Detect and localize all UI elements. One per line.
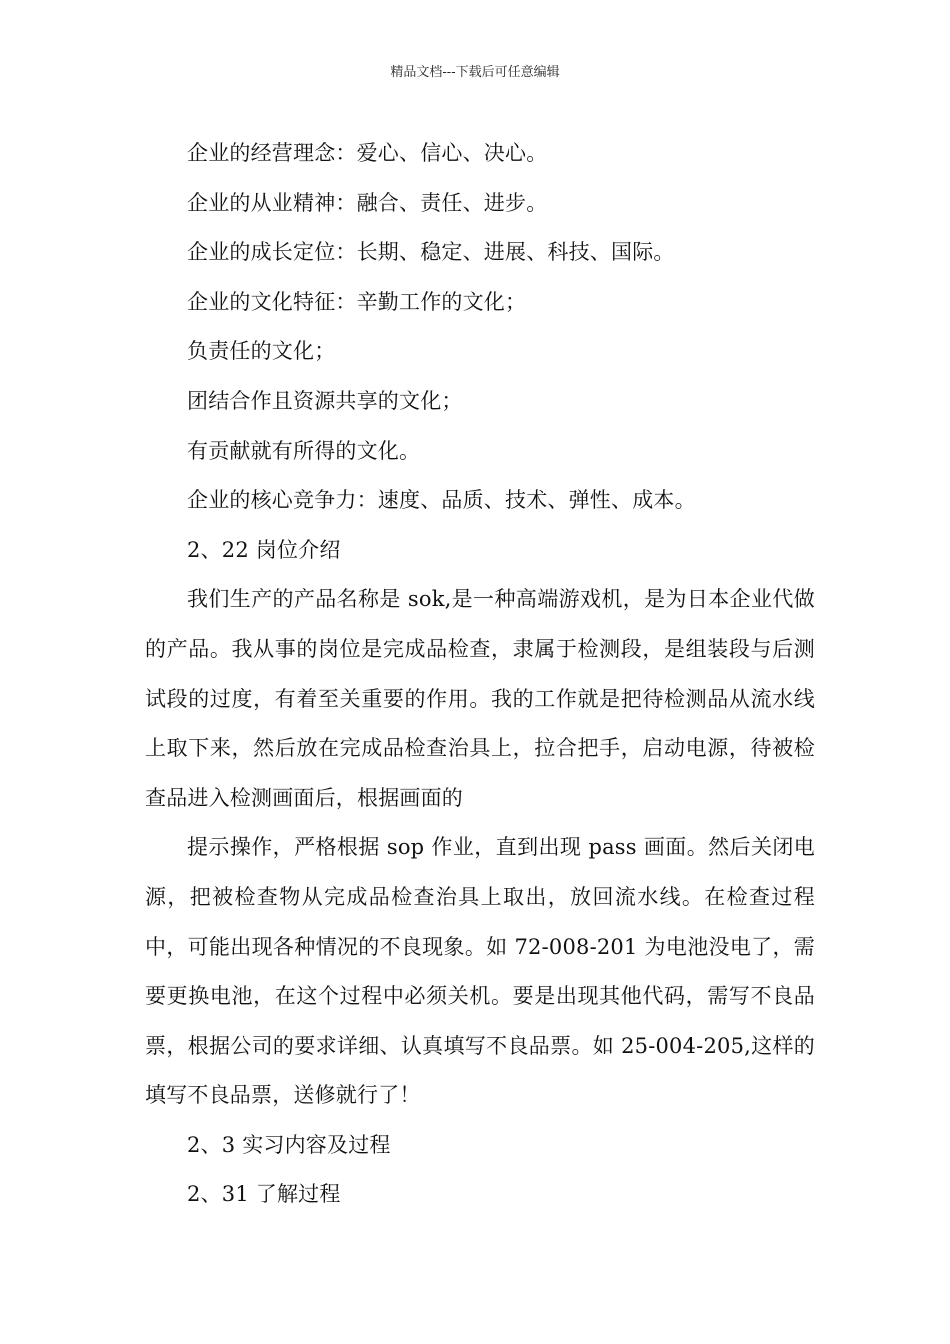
section-heading-position-intro: 2、22 岗位介绍 bbox=[187, 537, 341, 562]
section-heading-understanding-process: 2、31 了解过程 bbox=[187, 1182, 341, 1207]
paragraph-growth-positioning: 企业的成长定位：长期、稳定、进展、科技、国际。 bbox=[187, 240, 675, 265]
document-body bbox=[145, 129, 815, 1220]
paragraph-core-competence: 企业的核心竞争力：速度、品质、技术、弹性、成本。 bbox=[187, 488, 696, 513]
paragraph-culture-features: 企业的文化特征：辛勤工作的文化； bbox=[187, 289, 527, 314]
paragraph-work-spirit: 企业的从业精神：融合、责任、进步。 bbox=[187, 190, 548, 215]
paragraph-contribution-culture: 有贡献就有所得的文化。 bbox=[187, 438, 421, 463]
paragraph-product-description: 我们生产的产品名称是 sok,是一种高端游戏机，是为日本企业代做的产品。我从事的岗位是完成品检查，隶属于检测段，是组装段与后测试段的过度，有着至关重要的作用。我的工作就是把待检测品从流水线上取下来，然后放在完成品检查治具上，拉合把手，启动电源，待被检查品进入检测画面后，根据画面的 bbox=[145, 587, 815, 810]
page-header: 精品文档---下载后可任意编辑 bbox=[390, 65, 560, 80]
paragraph-business-philosophy: 企业的经营理念：爱心、信心、决心。 bbox=[187, 141, 548, 165]
paragraph-responsibility-culture: 负责任的文化； bbox=[187, 339, 336, 364]
paragraph-teamwork-culture: 团结合作且资源共享的文化； bbox=[187, 388, 463, 413]
section-heading-internship-content: 2、3 实习内容及过程 bbox=[187, 1132, 391, 1157]
paragraph-operation-description: 提示操作，严格根据 sop 作业，直到出现 pass 画面。然后关闭电源，把被检查物从完成品检查治具上取出，放回流水线。在检查过程中，可能出现各种情况的不良现象。如 72-008-201 为电池没电了，需要更换电池，在这个过程中必须关机。要是出现其他代码，需写不良品票，根据公司的要求详细、认真填写不良品票。如 25-004-205,这样的填写不良品票，送修就行了！ bbox=[145, 835, 815, 1108]
